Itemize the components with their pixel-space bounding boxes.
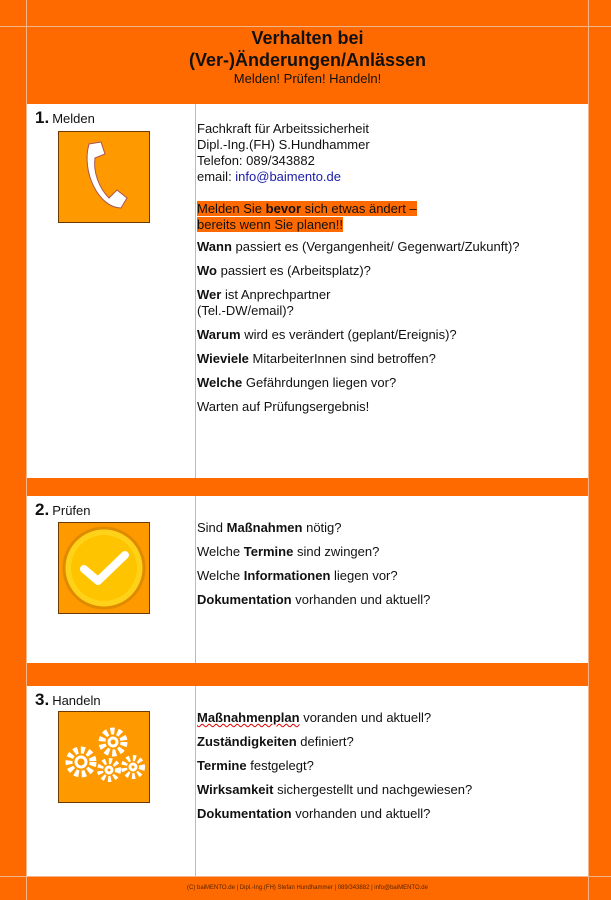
notice-text: sich etwas ändert – xyxy=(301,201,417,216)
list-item: Welche Gefährdungen liegen vor? xyxy=(197,375,397,390)
contact-role: Fachkraft für Arbeitssicherheit xyxy=(197,121,369,136)
notice-line-2: bereits wenn Sie planen!! xyxy=(197,217,343,232)
list-item: Warum wird es verändert (geplant/Ereignis)? xyxy=(197,327,457,342)
section-content xyxy=(197,710,472,830)
list-item: Termine festgelegt? xyxy=(197,758,314,773)
section-handeln xyxy=(27,686,588,876)
section-heading xyxy=(35,500,91,520)
section-label: Handeln xyxy=(52,693,101,708)
email-link[interactable]: info@baimento.de xyxy=(235,169,342,184)
list-item: Sind Maßnahmen nötig? xyxy=(197,520,342,535)
contact-name: Dipl.-Ing.(FH) S.Hundhammer xyxy=(197,137,370,152)
list-item: Wo passiert es (Arbeitsplatz)? xyxy=(197,263,371,278)
subtitle: Melden! Prüfen! Handeln! xyxy=(233,71,382,86)
footer: (C) baiMENTO.de | Dipl.-Ing.(FH) Stefan Hundhammer | 089/343882 | info@baiMENTO.de xyxy=(187,885,428,891)
section-label: Melden xyxy=(52,111,95,126)
section-label: Prüfen xyxy=(52,503,91,518)
grid-line xyxy=(588,0,589,900)
column-divider xyxy=(195,686,196,876)
title-line-2: (Ver-)Änderungen/Anlässen xyxy=(188,50,427,70)
list-item: Dokumentation vorhanden und aktuell? xyxy=(197,592,431,607)
notice-text: Melden Sie xyxy=(197,201,266,216)
column-divider xyxy=(195,104,196,478)
column-divider xyxy=(195,496,196,663)
list-item: Wer ist Anprechpartner (Tel.-DW/email)? xyxy=(197,287,331,318)
gears-icon xyxy=(58,711,150,803)
contact-email xyxy=(197,169,520,185)
list-item: Welche Termine sind zwingen? xyxy=(197,544,380,559)
list-item: Zuständigkeiten definiert? xyxy=(197,734,354,749)
section-content xyxy=(197,520,430,616)
section-heading xyxy=(35,108,95,128)
section-number: 1. xyxy=(35,108,50,127)
list-item: Welche Informationen liegen vor? xyxy=(197,568,398,583)
section-heading xyxy=(35,690,101,710)
checkmark-icon xyxy=(58,522,150,614)
list-item: Warten auf Prüfungsergebnis! xyxy=(197,399,370,414)
notice xyxy=(197,201,520,233)
section-pruefen xyxy=(27,496,588,663)
phone-icon xyxy=(58,131,150,223)
list-item: Wieviele MitarbeiterInnen sind betroffen? xyxy=(197,351,436,366)
section-content xyxy=(197,121,520,423)
list-item: Dokumentation vorhanden und aktuell? xyxy=(197,806,431,821)
section-melden xyxy=(27,104,588,478)
list-item: Wirksamkeit sichergestellt und nachgewiesen? xyxy=(197,782,473,797)
list-item: Wann passiert es (Vergangenheit/ Gegenwart/Zukunft)? xyxy=(197,239,520,254)
contact-phone: Telefon: 089/343882 xyxy=(197,153,315,168)
notice-bold: bevor xyxy=(265,201,302,216)
section-number: 3. xyxy=(35,690,50,709)
section-number: 2. xyxy=(35,500,50,519)
email-label: email: xyxy=(197,169,236,184)
document-header xyxy=(27,27,588,104)
title-line-1: Verhalten bei xyxy=(251,28,364,48)
list-item: Maßnahmenplan voranden und aktuell? xyxy=(197,710,432,725)
